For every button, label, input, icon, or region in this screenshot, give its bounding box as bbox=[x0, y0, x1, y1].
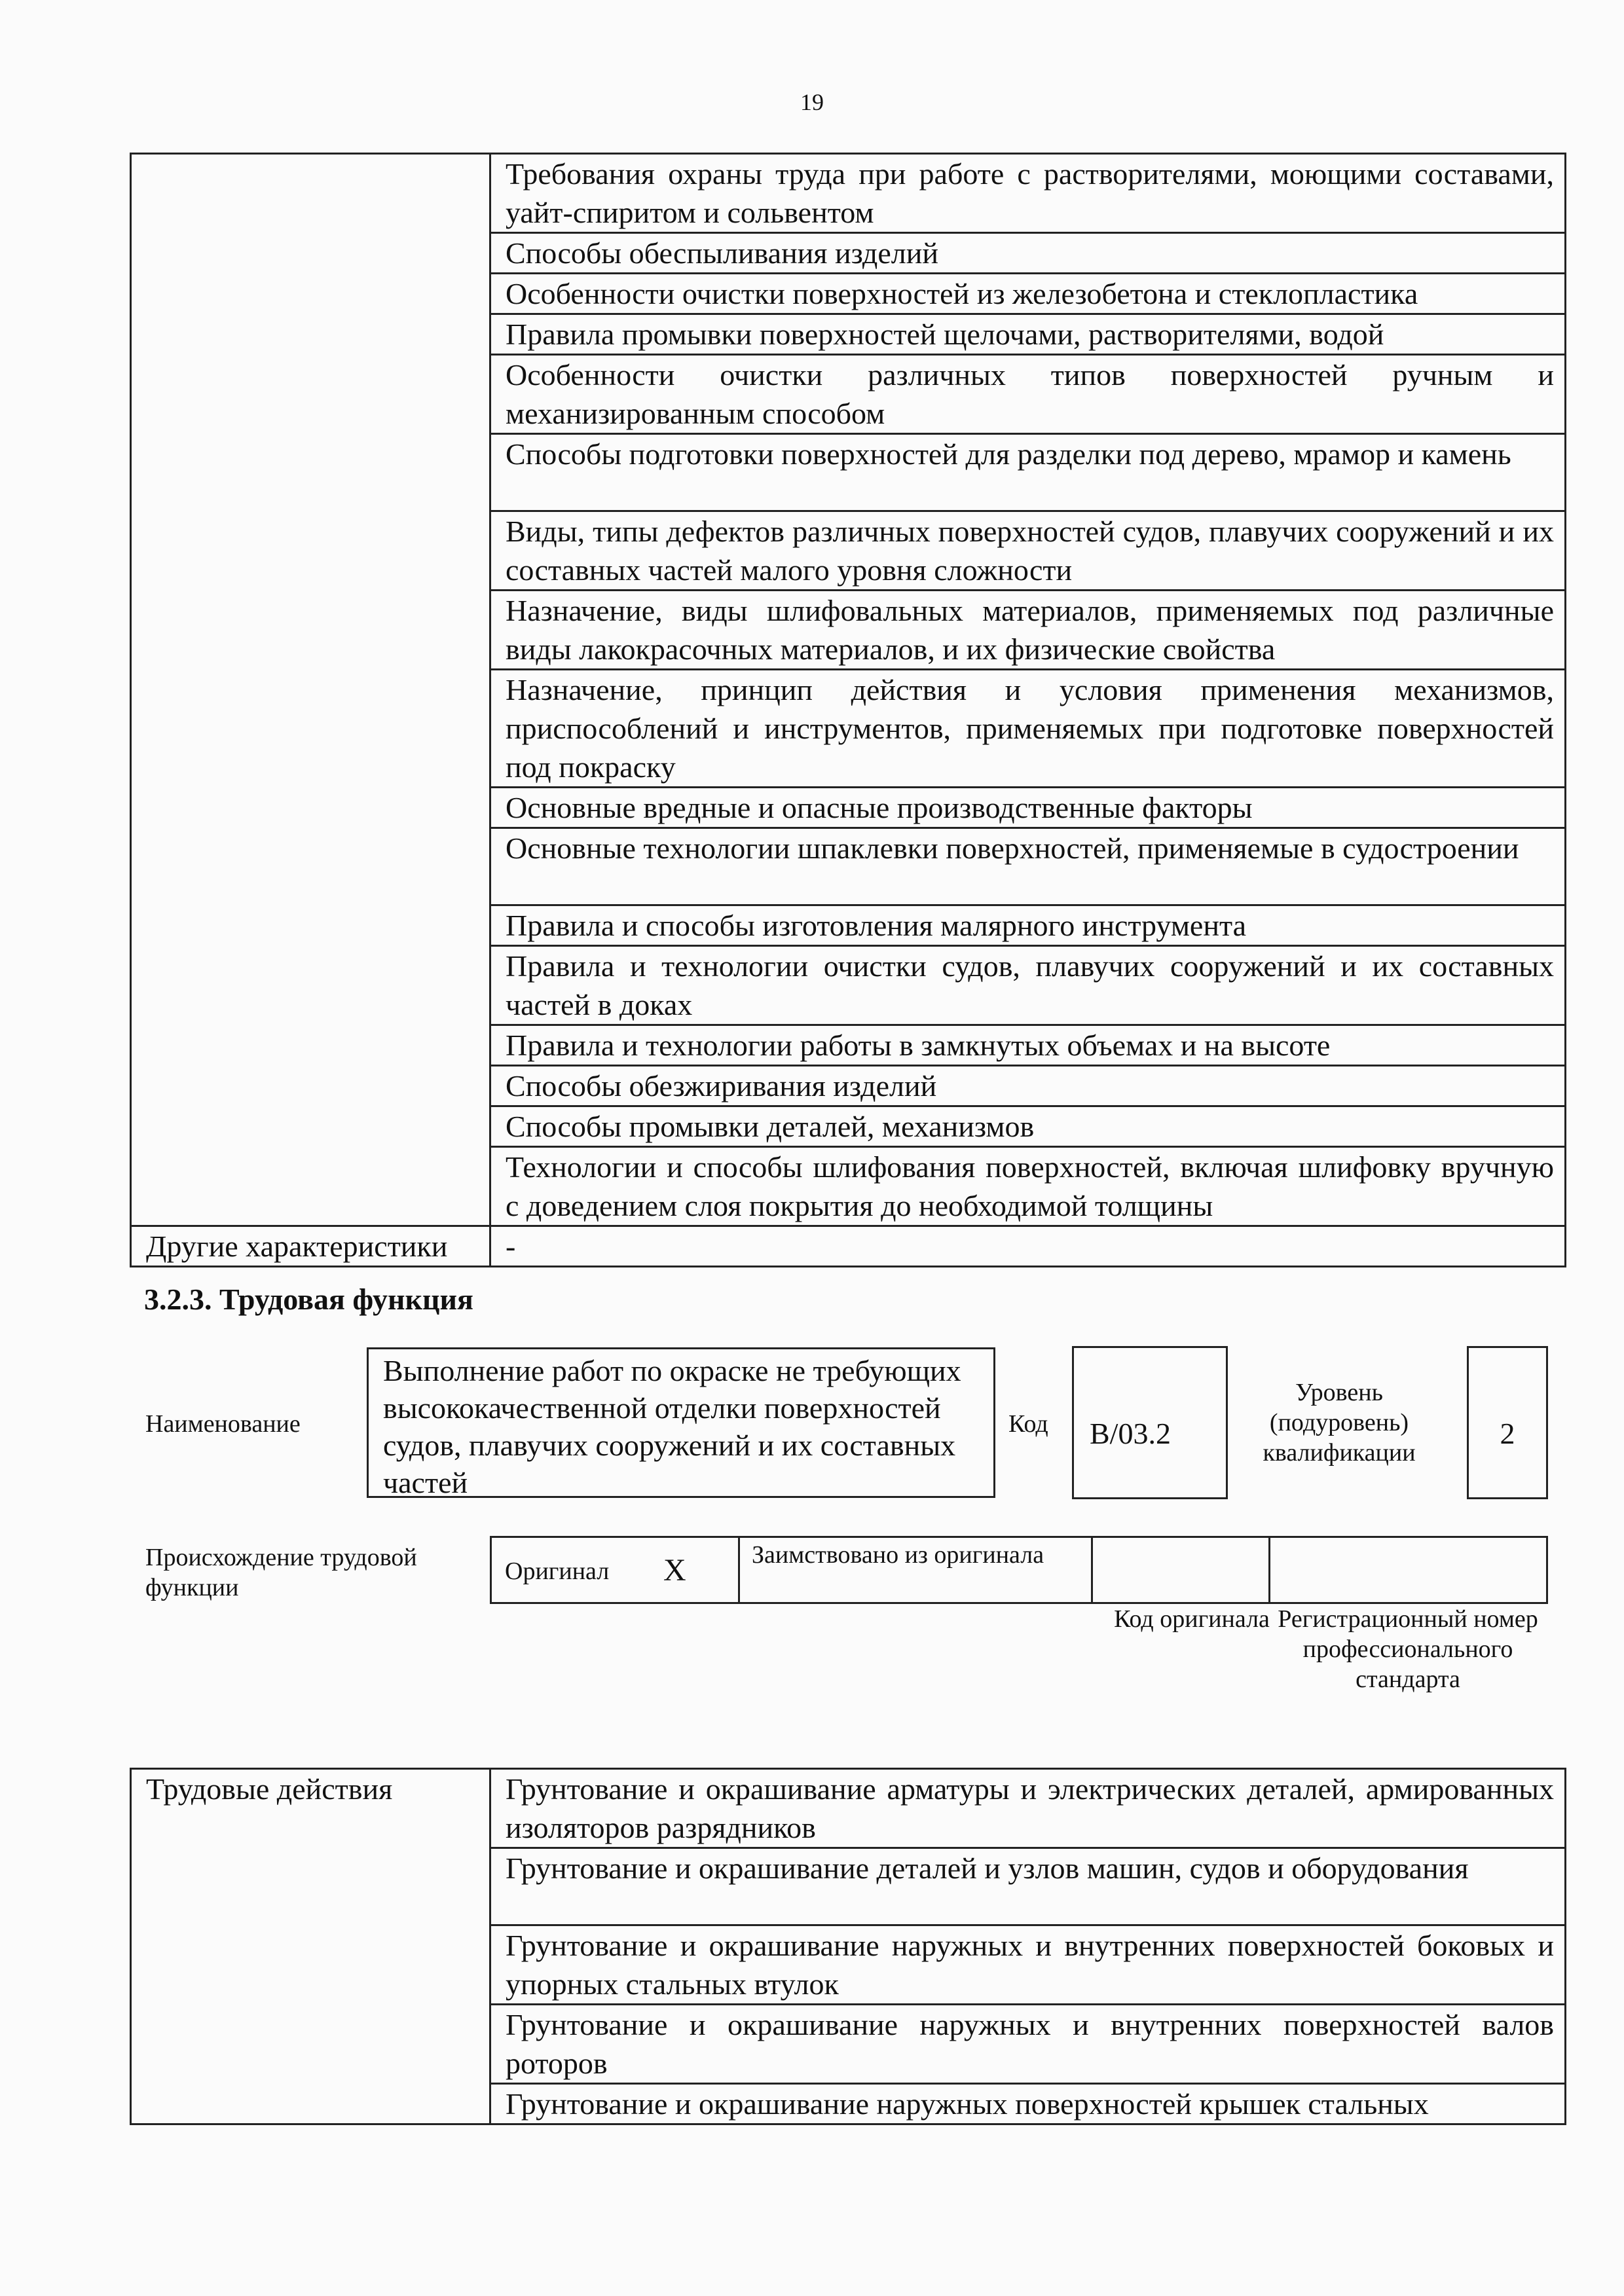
table-row: Особенности очистки поверхностей из железобетона и стеклопластика bbox=[490, 274, 1566, 314]
original-mark: X bbox=[663, 1553, 686, 1588]
table-row: Правила и технологии работы в замкнутых объемах и на высоте bbox=[490, 1025, 1566, 1066]
table-row: Грунтование и окрашивание наружных поверхностей крышек стальных bbox=[490, 2084, 1566, 2124]
table-row: Способы подготовки поверхностей для разделки под дерево, мрамор и камень bbox=[490, 434, 1566, 511]
origin-borrowed-cell bbox=[739, 1537, 1092, 1603]
table-row: Правила и технологии очистки судов, плавучих сооружений и их составных частей в доках bbox=[490, 946, 1566, 1025]
table-row: Грунтование и окрашивание наружных и внутренних поверхностей валов роторов bbox=[490, 2005, 1566, 2084]
table-row: Правила промывки поверхностей щелочами, растворителями, водой bbox=[490, 314, 1566, 355]
qualification-level-box: 2 bbox=[1467, 1346, 1548, 1499]
table-row: Технологии и способы шлифования поверхностей, включая шлифовку вручную с доведением слоя покрытия до необходимой толщины bbox=[490, 1147, 1566, 1226]
page-number: 19 bbox=[800, 89, 824, 115]
name-label: Наименование bbox=[145, 1410, 301, 1438]
origin-code-cell bbox=[1092, 1537, 1270, 1603]
borrowed-label: Заимствовано из оригинала bbox=[752, 1541, 1044, 1569]
original-code-caption: Код оригинала bbox=[1114, 1605, 1270, 1633]
original-label: Оригинал bbox=[505, 1558, 610, 1585]
section-heading: 3.2.3. Трудовая функция bbox=[144, 1283, 473, 1316]
qualification-level-label: Уровень (подуровень) квалификации bbox=[1263, 1379, 1416, 1467]
origin-table bbox=[490, 1536, 1548, 1604]
code-label: Код bbox=[1008, 1410, 1048, 1438]
origin-original-cell bbox=[491, 1537, 739, 1603]
other-characteristics-value: - bbox=[490, 1226, 1566, 1267]
table-row: Особенности очистки различных типов поверхностей ручным и механизированным способом bbox=[490, 355, 1566, 434]
table-row: Назначение, виды шлифовальных материалов, применяемых под различные виды лакокрасочных материалов, и их физические свойства bbox=[490, 591, 1566, 670]
table-row: Грунтование и окрашивание наружных и внутренних поверхностей боковых и упорных стальных втулок bbox=[490, 1925, 1566, 2005]
registration-number-caption: Регистрационный номер профессионального стандарта bbox=[1278, 1605, 1538, 1693]
table-row: Основные технологии шпаклевки поверхностей, применяемые в судостроении bbox=[490, 828, 1566, 905]
table-row: Основные вредные и опасные производственные факторы bbox=[490, 788, 1566, 828]
function-name-box: Выполнение работ по окраске не требующих высококачественной отделки поверхностей судов, плавучих сооружений и их составных частей bbox=[367, 1347, 995, 1498]
origin-label: Происхождение трудовой функции bbox=[145, 1544, 417, 1601]
work-actions-table bbox=[130, 1768, 1566, 2125]
knowledge-left-cell bbox=[131, 154, 490, 1226]
function-code-box: B/03.2 bbox=[1072, 1346, 1228, 1499]
table-row: Способы обеспыливания изделий bbox=[490, 233, 1566, 274]
other-characteristics-label: Другие характеристики bbox=[131, 1226, 490, 1267]
table-row: Виды, типы дефектов различных поверхностей судов, плавучих сооружений и их составных частей малого уровня сложности bbox=[490, 511, 1566, 591]
table-row: Способы промывки деталей, механизмов bbox=[490, 1106, 1566, 1147]
table-row: Грунтование и окрашивание деталей и узлов машин, судов и оборудования bbox=[490, 1848, 1566, 1925]
table-row: Назначение, принцип действия и условия применения механизмов, приспособлений и инструментов, применяемых при подготовке поверхностей под покраску bbox=[490, 670, 1566, 788]
origin-reg-number-cell bbox=[1270, 1537, 1547, 1603]
table-row: Правила и способы изготовления малярного инструмента bbox=[490, 905, 1566, 946]
table-row: Требования охраны труда при работе с растворителями, моющими составами, уайт-спиритом и сольвентом bbox=[490, 154, 1566, 233]
work-actions-label-cell: Трудовые действия bbox=[131, 1769, 490, 2124]
knowledge-table bbox=[130, 153, 1566, 1267]
table-row: Грунтование и окрашивание арматуры и электрических деталей, армированных изоляторов разрядников bbox=[490, 1769, 1566, 1848]
table-row: Способы обезжиривания изделий bbox=[490, 1066, 1566, 1106]
